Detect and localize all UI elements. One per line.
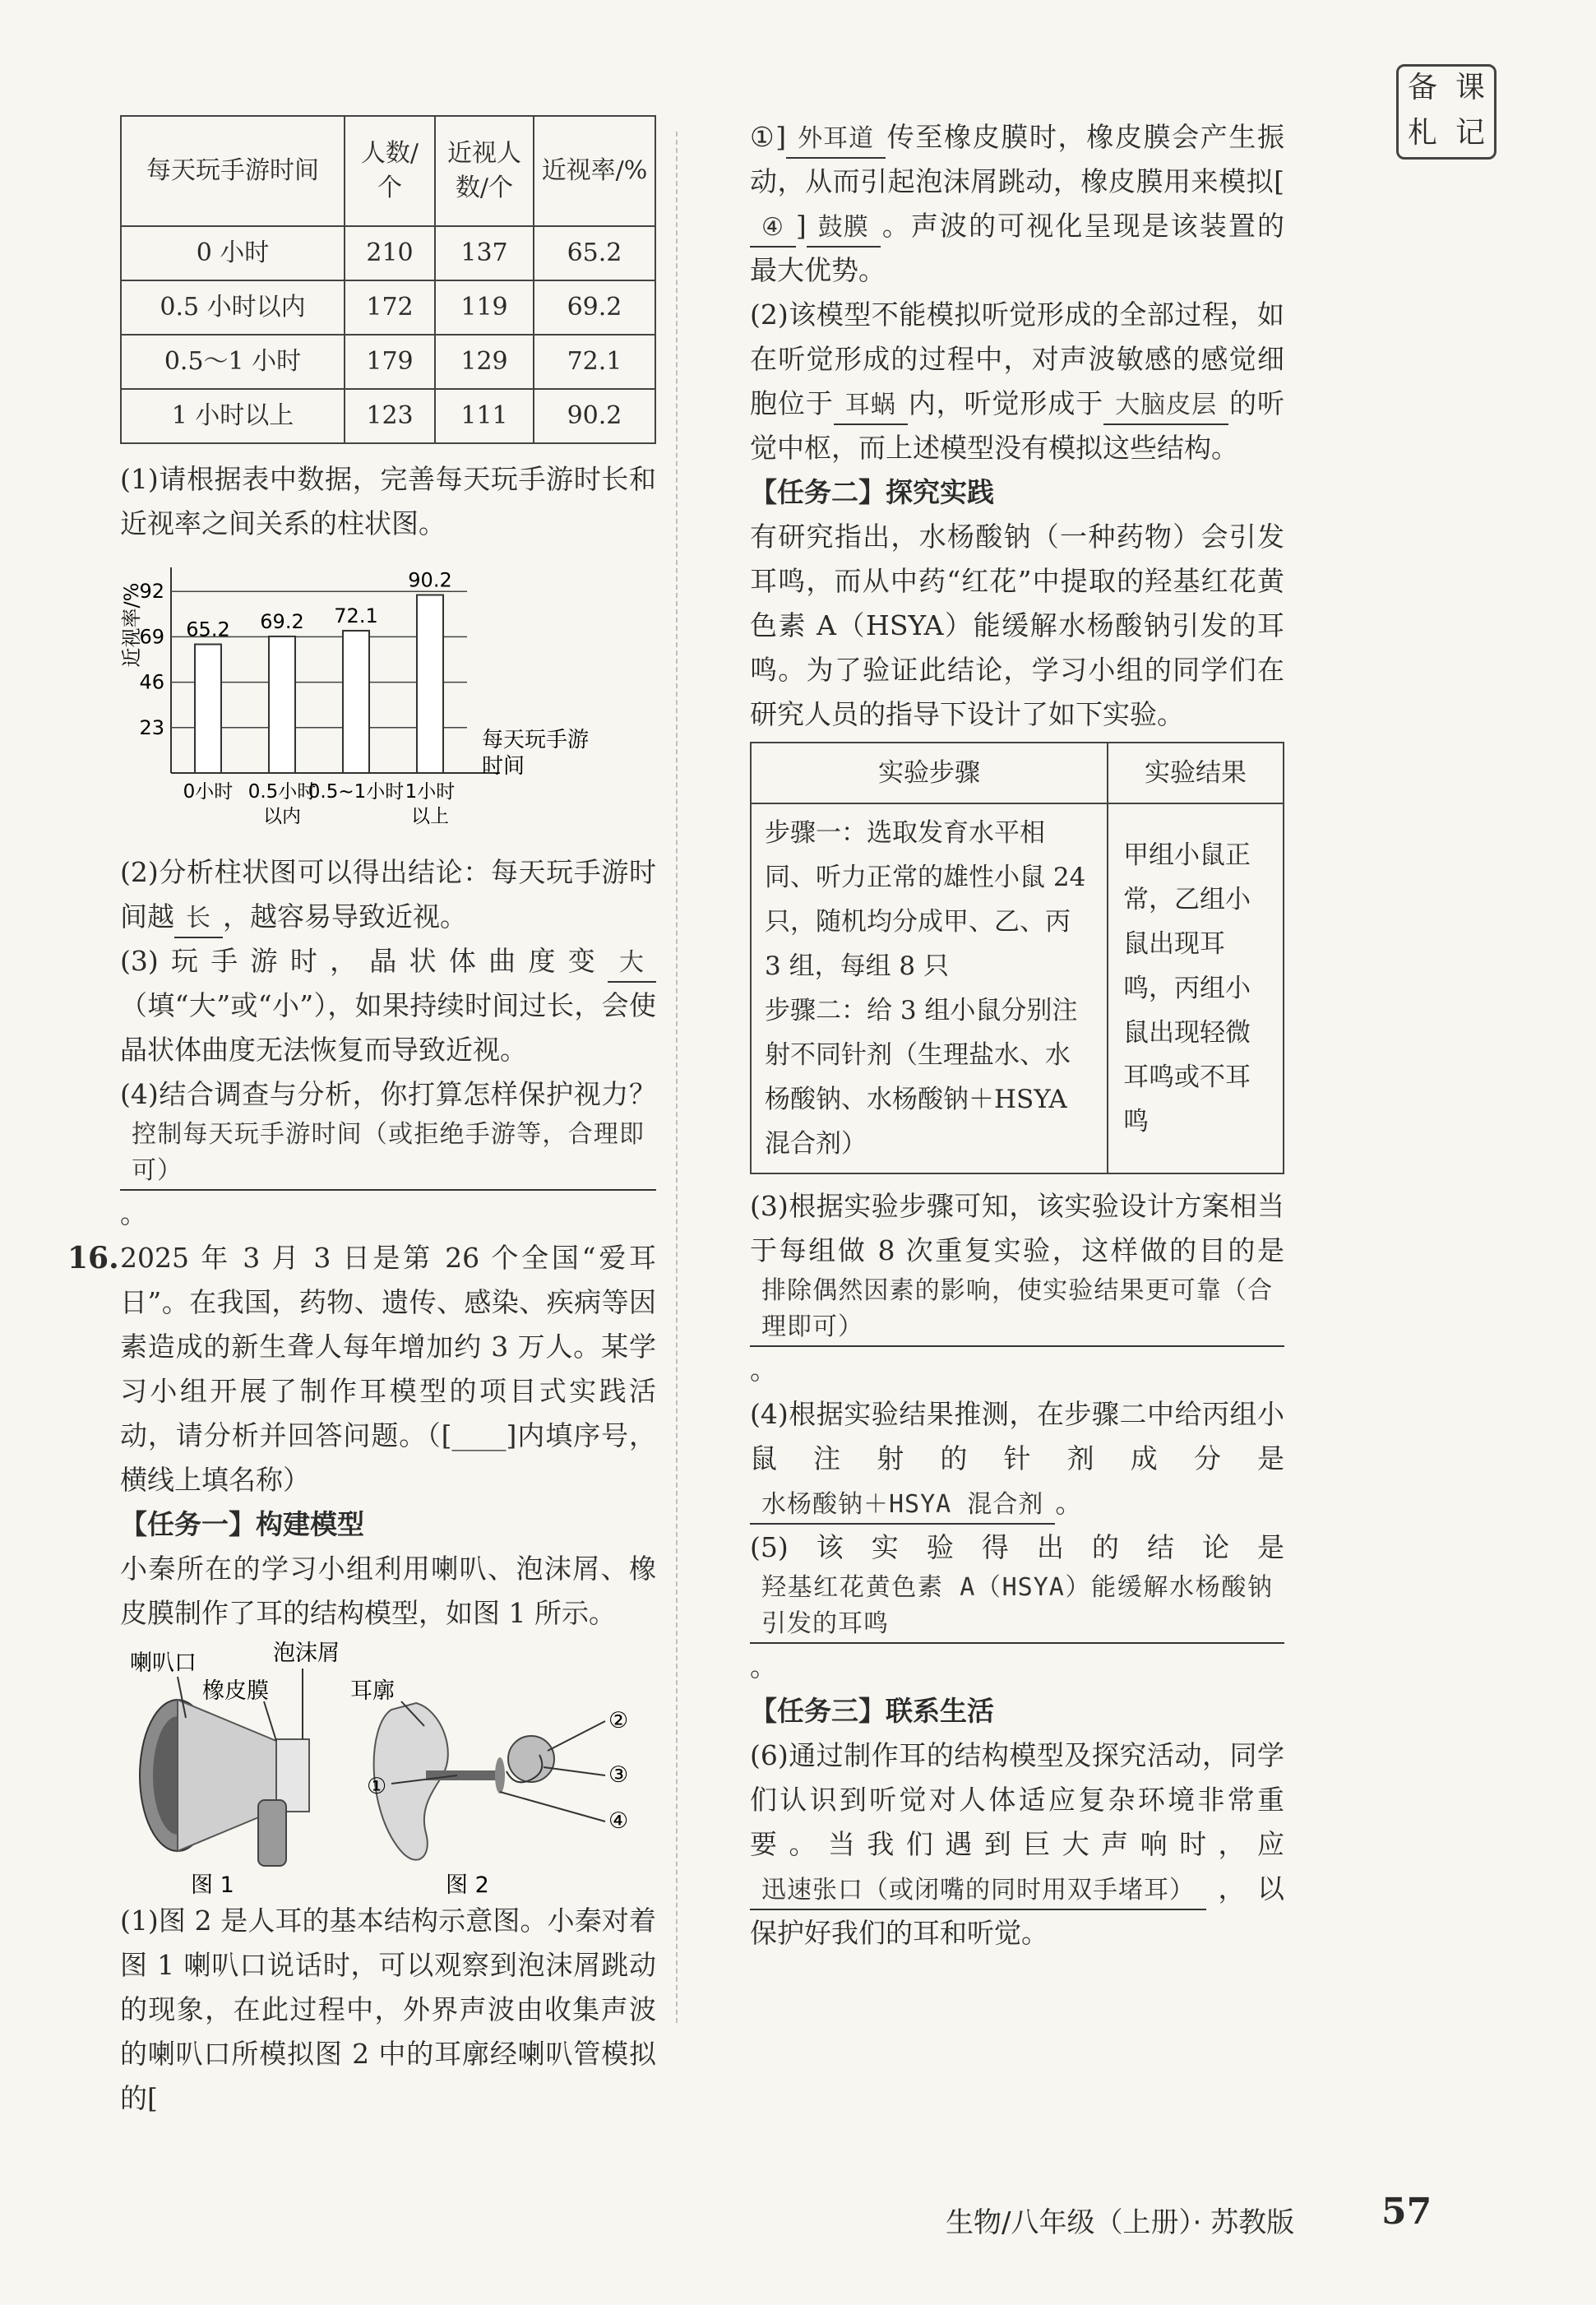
answer-blank: 耳蜗 — [834, 387, 908, 425]
stamp-char: 札 — [1407, 116, 1437, 150]
answer-blank: 大 — [608, 945, 656, 983]
q16-p1-text: 。声波的可视化呈现是该装置的最大优势。 — [750, 210, 1284, 286]
q15-p3-text: (3)玩手游时，晶状体曲度变 — [120, 945, 608, 977]
answer-blank: 鼓膜 — [807, 210, 881, 248]
table-cell: 72.1 — [534, 335, 655, 389]
table-cell: 69.2 — [534, 280, 655, 335]
answer-blank: 排除偶然因素的影响，使实验结果更可靠（合理即可） — [750, 1273, 1284, 1347]
q15-part1: (1)请根据表中数据，完善每天玩手游时长和近视率之间关系的柱状图。 — [120, 463, 656, 539]
table-cell: 129 — [435, 335, 534, 389]
table-cell: 119 — [435, 280, 534, 335]
q15-part3 — [120, 939, 656, 1072]
table-cell: 0.5 小时以内 — [121, 280, 345, 335]
figure2-caption: 图 2 — [446, 1872, 489, 1898]
q15-p4-text: (4)结合调查与分析，你打算怎样保护视力？ — [120, 1078, 656, 1110]
page-number: 57 — [1381, 2191, 1432, 2233]
q16-p5-text: 。 — [750, 1650, 777, 1682]
table-cell: 0 小时 — [121, 226, 345, 280]
stamp-char: 备 — [1407, 71, 1437, 104]
q16-p3-text: 。 — [750, 1354, 777, 1386]
footer-book-info: 生物/八年级（上册）· 苏教版 — [946, 2206, 1295, 2239]
q16-part4 — [750, 1392, 1284, 1525]
task2-text: 有研究指出，水杨酸钠（一种药物）会引发耳鸣，而从中药“红花”中提取的羟基红花黄色素 A（HSYA）能缓解水杨酸钠引发的耳鸣。为了验证此结论，学习小组的同学们在研究人员的指导下设计了如下实验。 — [750, 521, 1284, 730]
table-header-row — [751, 743, 1284, 803]
y-tick-label: 69 — [139, 625, 164, 649]
q16-p6-text: ，以保护好我们的耳和听觉。 — [750, 1872, 1284, 1949]
answer-blank: 外耳道 — [786, 121, 886, 159]
q16-intro: 2025 年 3 月 3 日是第 26 个全国“爱耳日”。在我国，药物、遗传、感染、疾病等因素造成的新生聋人每年增加约 3 万人。某学习小组开展了制作耳模型的项目式实践活动，请分析并回答问题。（[____]内填序号，横线上填名称） — [120, 1242, 656, 1496]
bar — [343, 631, 369, 773]
myopia-bar-chart — [120, 551, 656, 847]
chart-ylabel: 近视率/% — [120, 582, 143, 668]
q16-part6 — [750, 1733, 1284, 1956]
table-cell: 111 — [435, 389, 534, 443]
table-row — [121, 280, 655, 335]
q16-p3-text: (3)根据实验步骤可知，该实验设计方案相当于每组做 8 次重复实验，这样做的目的是 — [750, 1190, 1284, 1266]
label-2: ② — [608, 1708, 629, 1733]
table-cell: 172 — [345, 280, 435, 335]
q16-p5-text: (5)该实验得出的结论是 — [750, 1531, 1284, 1563]
answer-blank: 迅速张口（或闭嘴的同时用双手堵耳） — [750, 1872, 1206, 1910]
q16-p4-text: (4)根据实验结果推测，在步骤二中给丙组小鼠注射的针剂成分是 — [750, 1398, 1284, 1474]
y-tick-label: 46 — [139, 670, 164, 694]
q15-part2 — [120, 850, 656, 939]
q16-part1-start: (1)图 2 是人耳的基本结构示意图。小秦对着图 1 喇叭口说话时，可以观察到泡沫屑跳动的现象，在此过程中，外界声波由收集声波的喇叭口所模拟图 2 中的耳廓经喇叭管模拟的[ — [120, 1905, 656, 2114]
table-cell: 65.2 — [534, 226, 655, 280]
answer-blank: 水杨酸钠＋HSYA 混合剂 — [750, 1487, 1055, 1525]
notes-stamp — [1396, 64, 1497, 160]
column-divider — [676, 132, 678, 2023]
q15-p3-text: （填“大”或“小”），如果持续时间过长，会使晶状体曲度无法恢复而导致近视。 — [120, 989, 656, 1066]
experiment-result: 甲组小鼠正常，乙组小鼠出现耳鸣，丙组小鼠出现轻微耳鸣或不耳鸣 — [1108, 803, 1284, 1173]
q15-p2-text: ，越容易导致近视。 — [223, 900, 467, 933]
question-number: 16. — [67, 1241, 119, 1275]
table-cell: 1 小时以上 — [121, 389, 345, 443]
bar — [269, 636, 295, 773]
table-header: 人数/个 — [345, 116, 435, 226]
figure1-caption: 图 1 — [191, 1872, 234, 1898]
table-cell: 90.2 — [534, 389, 655, 443]
bar-value-label: 69.2 — [260, 609, 304, 633]
table-row — [121, 335, 655, 389]
y-tick-label: 23 — [139, 715, 164, 739]
label-rubber-membrane: 橡皮膜 — [202, 1678, 269, 1704]
stamp-char: 记 — [1455, 116, 1485, 150]
x-tick-label: 0小时 — [183, 781, 234, 803]
label-auricle: 耳廓 — [350, 1678, 395, 1704]
task3-heading: 【任务三】联系生活 — [750, 1695, 994, 1727]
label-horn-mouth: 喇叭口 — [130, 1650, 197, 1676]
stamp-char: 课 — [1455, 71, 1485, 104]
q15-p2-text: (2)分析柱状图可以得出结论：每天玩手游时间越 — [120, 856, 656, 933]
bar — [417, 595, 443, 773]
task2-heading: 【任务二】探究实践 — [750, 476, 994, 508]
label-foam-bits: 泡沫屑 — [273, 1641, 340, 1666]
answer-blank: 控制每天玩手游时间（或拒绝手游等，合理即可） — [120, 1117, 656, 1191]
q16-part5 — [750, 1525, 1284, 1689]
chart-xlabel: 每天玩手游时间 — [482, 728, 590, 779]
task1-text: 小秦所在的学习小组利用喇叭、泡沫屑、橡皮膜制作了耳的结构模型，如图 1 所示。 — [120, 1553, 656, 1629]
table-cell: 179 — [345, 335, 435, 389]
table-row — [121, 389, 655, 443]
q16-p2-text: (2)该模型不能模拟听觉形成的全部过程，如在听觉形成的过程中，对声波敏感的感觉细胞位于 — [750, 299, 1284, 419]
table-header: 每天玩手游时间 — [121, 116, 345, 226]
q16-p4-text: 。 — [1055, 1487, 1083, 1519]
table-header-row — [121, 116, 655, 226]
survey-table — [120, 115, 656, 444]
x-tick-label: 以内 — [263, 806, 301, 827]
bar-value-label: 72.1 — [334, 604, 378, 627]
x-tick-label: 1小时 — [405, 781, 456, 803]
table-cell: 123 — [345, 389, 435, 443]
label-1: ① — [367, 1774, 387, 1799]
ear-diagram-figure — [374, 1701, 605, 1860]
answer-blank: 长 — [174, 900, 223, 938]
table-header: 实验步骤 — [751, 743, 1108, 803]
table-row — [121, 226, 655, 280]
table-cell: 210 — [345, 226, 435, 280]
q16-p1-text: 传至橡皮膜时，橡皮膜会产生振动，从而引起泡沫屑跳动，橡皮膜用来模拟[ — [750, 121, 1285, 197]
x-tick-label: 0.5小时 — [247, 781, 317, 803]
table-header: 近视人数/个 — [435, 116, 534, 226]
bar — [195, 645, 221, 773]
task1-heading: 【任务一】构建模型 — [120, 1508, 364, 1540]
q16-p1-num1: ① — [750, 121, 776, 153]
y-tick-label: 92 — [139, 580, 164, 604]
q16-part2 — [750, 293, 1284, 470]
table-cell: 0.5～1 小时 — [121, 335, 345, 389]
experiment-table — [750, 742, 1284, 1174]
q16-part3 — [750, 1184, 1284, 1392]
q16-p2-text: 内，听觉形成于 — [907, 387, 1104, 419]
table-header: 实验结果 — [1108, 743, 1284, 803]
label-4: ④ — [608, 1808, 629, 1834]
x-tick-label: 以上 — [411, 806, 449, 827]
bar-value-label: 90.2 — [408, 568, 452, 592]
right-column — [750, 115, 1284, 1956]
experiment-steps: 步骤一：选取发育水平相同、听力正常的雄性小鼠 24 只，随机均分成甲、乙、丙 3 组，每组 8 只 步骤二：给 3 组小鼠分别注射不同针剂（生理盐水、水杨酸钠、水杨酸钠＋HSYA 混合剂） — [751, 803, 1108, 1173]
table-row — [751, 803, 1284, 1173]
left-column — [67, 115, 656, 2121]
q16-part1-cont: ①] 外耳道 传至橡皮膜时，橡皮膜会产生振动，从而引起泡沫屑跳动，橡皮膜用来模拟[④ ] 鼓膜 。声波的可视化呈现是该装置的最大优势。 — [750, 121, 1285, 286]
q15-part4 — [120, 1072, 656, 1236]
answer-blank: 大脑皮层 — [1103, 387, 1228, 425]
table-header: 近视率/% — [534, 116, 655, 226]
q15-p4-text: 。 — [120, 1197, 147, 1229]
q16-p6-text: (6)通过制作耳的结构模型及探究活动，同学们认识到听觉对人体适应复杂环境非常重要。当我们遇到巨大声响时，应 — [750, 1739, 1284, 1860]
answer-blank: ④ — [750, 210, 796, 248]
q16-p2-text: 的听觉中枢，而上述模型没有模拟这些结构。 — [750, 387, 1285, 464]
label-3: ③ — [608, 1762, 629, 1788]
ear-model-figures — [120, 1636, 656, 1899]
table-cell: 137 — [435, 226, 534, 280]
answer-blank: 羟基红花黄色素 A（HSYA）能缓解水杨酸钠引发的耳鸣 — [750, 1570, 1284, 1644]
bar-value-label: 65.2 — [186, 618, 230, 641]
x-tick-label: 0.5~1小时 — [308, 781, 405, 803]
